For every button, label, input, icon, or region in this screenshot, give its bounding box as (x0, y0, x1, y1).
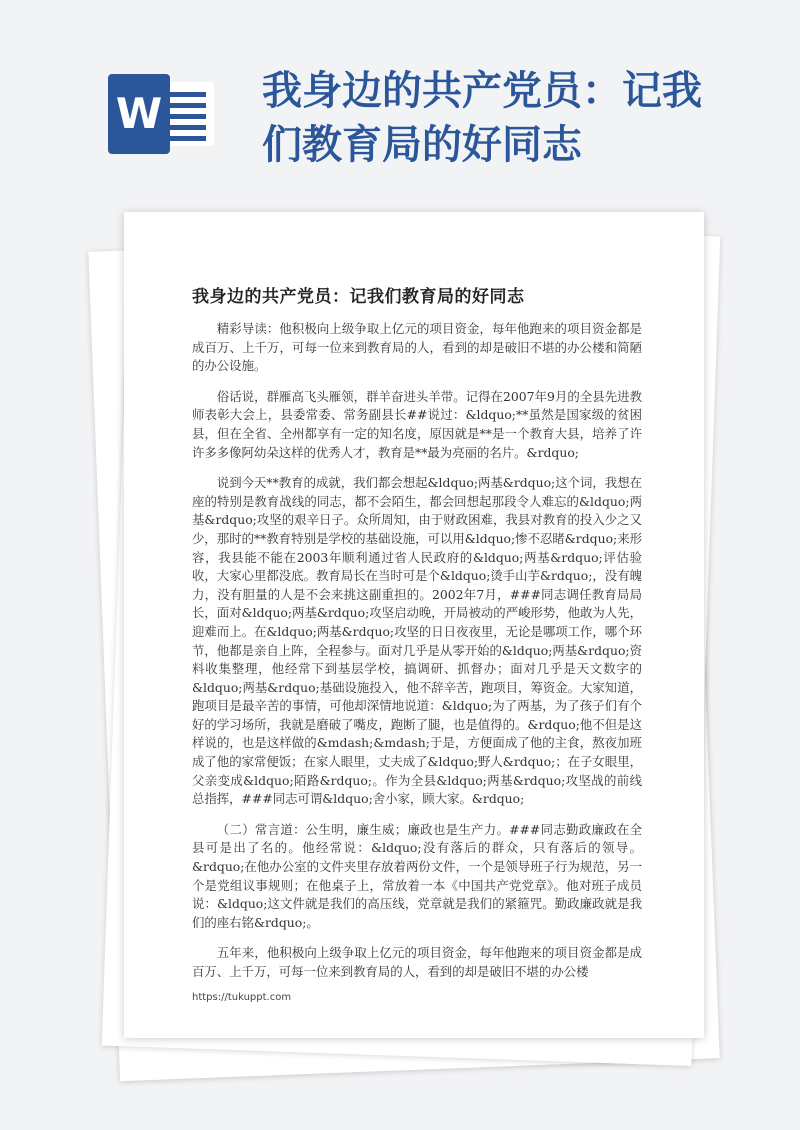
paragraph-3: 说到今天**教育的成就，我们都会想起&ldquo;两基&rdquo;这个词，我想在座的特别是教育战线的同志，都不会陌生，都会回想起那段令人难忘的&ldquo;两基&rdquo;攻坚的艰辛日子。众所周知，由于财政困难，我县对教育的投入少之又少，那时的**教育特别是学校的基础设施，可以用&ldquo;惨不忍睹&rdquo;来形容，我县能不能在2003年顺利通过省人民政府的&ldquo;两基&rdquo;评估验收，大家心里都没底。教育局长在当时可是个&ldquo;烫手山芋&rdquo;，没有魄力，没有胆量的人是不会来挑这副重担的。2002年7月，###同志调任教育局局长，面对&ldquo;两基&rdquo;攻坚启动晚，开局被动的严峻形势，他敢为人先，迎难而上。在&ldquo;两基&rdquo;攻坚的日日夜夜里，无论是哪项工作，哪个环节，他都是亲自上阵，全程参与。面对几乎是从零开始的&ldquo;两基&rdquo;资料收集整理，他经常下到基层学校，搞调研、抓督办；面对几乎是天文数字的&ldquo;两基&rdquo;基础设施投入，他不辞辛苦，跑项目，筹资金。大家知道，跑项目是最辛苦的事情，可他却深情地说道：&ldquo;为了两基，为了孩子们有个好的学习场所，我就是磨破了嘴皮，跑断了腿，也是值得的。&rdquo;他不但是这样说的，也是这样做的&mdash;&mdash;于是，方便面成了他的主食，熬夜加班成了他的家常便饭；在家人眼里，丈夫成了&ldquo;野人&rdquo;；在子女眼里，父亲变成&ldquo;陌路&rdquo;。作为全县&ldquo;两基&rdquo;攻坚战的前线总指挥，###同志可谓&ldquo;舍小家，顾大家。&rdquo; (192, 475, 642, 807)
document-body (192, 320, 642, 994)
paragraph-4: （二）常言道：公生明，廉生威；廉政也是生产力。###同志勤政廉政在全县可是出了名的。他经常说：&ldquo;没有落后的群众，只有落后的领导。&rdquo;在他办公室的文件夹里存放着两份文件，一个是领导班子行为规范，另一个是党组议事规则；在他桌子上，常放着一本《中国共产党党章》。他对班子成员说：&ldquo;这文件就是我们的高压线，党章就是我们的紧箍咒。勤政廉政就是我们的座右铭&rdquo;。 (192, 821, 642, 930)
paragraph-intro: 精彩导读：他积极向上级争取上亿元的项目资金，每年他跑来的项目资金都是成百万、上千万，可每一位来到教育局的人，看到的却是破旧不堪的办公楼和简陋的办公设施。 (192, 321, 642, 374)
word-letter-badge: W (108, 74, 170, 154)
word-app-icon (108, 74, 216, 154)
paragraph-2: 俗话说，群雁高飞头雁领，群羊奋进头羊带。记得在2007年9月的全县先进教师表彰大会上，县委常委、常务副县长##说过：&ldquo;**虽然是国家级的贫困县，但在全省、全州都享有一定的知名度，原因就是**是一个教育大县，培养了许许多多像阿幼朵这样的优秀人才，教育是**最为亮丽的名片。&rdquo; (192, 388, 642, 460)
document-page (124, 212, 704, 1038)
paragraph-5: 五年来，他积极向上级争取上亿元的项目资金，每年他跑来的项目资金都是成百万、上千万，可每一位来到教育局的人，看到的却是破旧不堪的办公楼 (192, 945, 642, 979)
banner-title: 我身边的共产党员：记我们教育局的好同志 (262, 68, 702, 168)
source-url: https://tukuppt.com (192, 992, 292, 1003)
document-title: 我身边的共产党员：记我们教育局的好同志 (192, 287, 525, 307)
